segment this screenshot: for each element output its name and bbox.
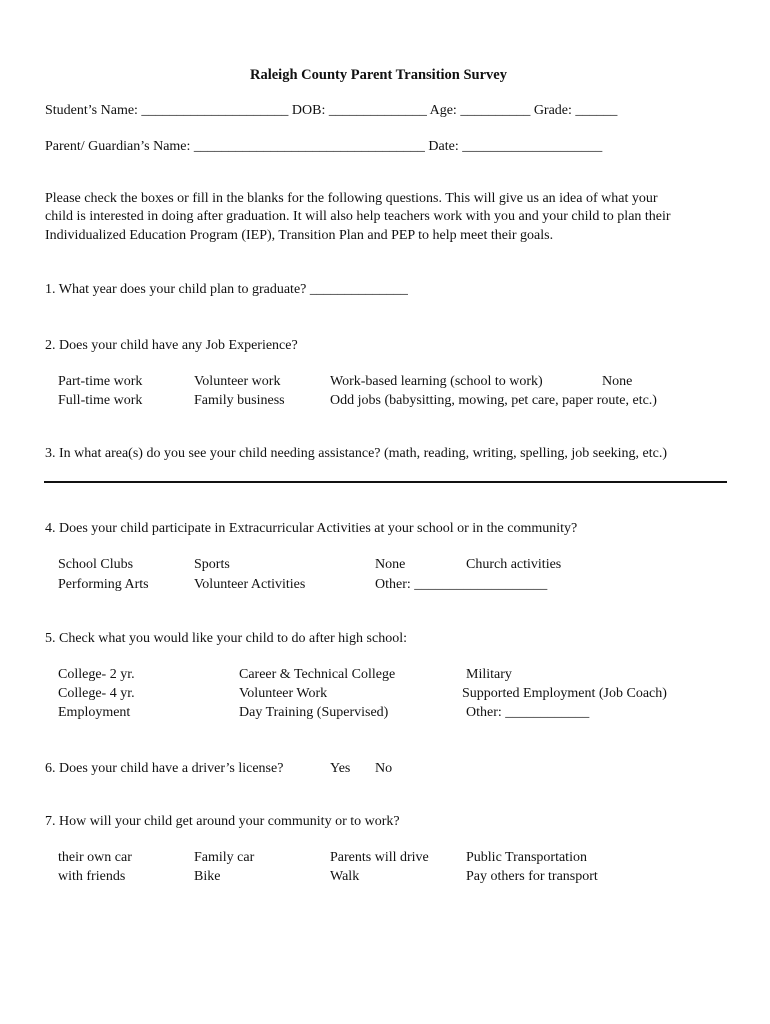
q5-option-military[interactable]: Military <box>466 667 512 682</box>
q5-option-volunteer-work[interactable]: Volunteer Work <box>239 686 328 701</box>
intro-line-1: Please check the boxes or fill in the blanks for the following questions. This will give us an idea of what your <box>45 191 658 206</box>
q5-option-other[interactable]: Other: ____________ <box>466 705 590 720</box>
parent-info-line[interactable]: Parent/ Guardian’s Name: _________________________________ Date: ____________________ <box>45 139 603 154</box>
q4-option-performing-arts[interactable]: Performing Arts <box>58 577 149 592</box>
q7-option-walk[interactable]: Walk <box>330 869 360 884</box>
q6-option-yes[interactable]: Yes <box>330 761 351 776</box>
q4-option-none[interactable]: None <box>375 557 406 572</box>
intro-line-3: Individualized Education Program (IEP), Transition Plan and PEP to help meet their goals. <box>45 228 554 243</box>
question-4: 4. Does your child participate in Extracurricular Activities at your school or in the community? <box>45 521 578 536</box>
question-7: 7. How will your child get around your community or to work? <box>45 814 400 829</box>
q5-option-career-technical[interactable]: Career & Technical College <box>239 667 396 682</box>
q5-option-college-4yr[interactable]: College- 4 yr. <box>58 686 135 701</box>
q7-option-family-car[interactable]: Family car <box>194 850 255 865</box>
q5-option-employment[interactable]: Employment <box>58 705 131 720</box>
page-title: Raleigh County Parent Transition Survey <box>250 67 507 83</box>
q2-option-family-business[interactable]: Family business <box>194 393 285 408</box>
answer-line[interactable] <box>44 481 727 483</box>
q7-option-bike[interactable]: Bike <box>194 869 221 884</box>
question-5: 5. Check what you would like your child to do after high school: <box>45 631 407 646</box>
q4-option-church[interactable]: Church activities <box>466 557 562 572</box>
q2-option-volunteer[interactable]: Volunteer work <box>194 374 281 389</box>
q4-option-school-clubs[interactable]: School Clubs <box>58 557 134 572</box>
intro-line-2: child is interested in doing after graduation. It will also help teachers work with you and your child to plan their <box>45 209 671 224</box>
q4-option-sports[interactable]: Sports <box>194 557 230 572</box>
q5-option-day-training[interactable]: Day Training (Supervised) <box>239 705 389 720</box>
q7-option-with-friends[interactable]: with friends <box>58 869 126 884</box>
q7-option-own-car[interactable]: their own car <box>58 850 132 865</box>
q2-option-none[interactable]: None <box>602 374 633 389</box>
q5-option-supported-employment[interactable]: Supported Employment (Job Coach) <box>462 686 667 701</box>
q4-option-other[interactable]: Other: ___________________ <box>375 577 548 592</box>
q2-option-odd-jobs[interactable]: Odd jobs (babysitting, mowing, pet care, paper route, etc.) <box>330 393 657 408</box>
q4-option-volunteer-activities[interactable]: Volunteer Activities <box>194 577 306 592</box>
q7-option-parents-drive[interactable]: Parents will drive <box>330 850 429 865</box>
q2-option-part-time[interactable]: Part-time work <box>58 374 143 389</box>
question-3: 3. In what area(s) do you see your child needing assistance? (math, reading, writing, spelling, job seeking, etc.) <box>45 446 668 461</box>
q2-option-work-based[interactable]: Work-based learning (school to work) <box>330 374 543 389</box>
q7-option-public-transportation[interactable]: Public Transportation <box>466 850 587 865</box>
q2-option-full-time[interactable]: Full-time work <box>58 393 143 408</box>
question-2: 2. Does your child have any Job Experience? <box>45 338 298 353</box>
q6-option-no[interactable]: No <box>375 761 393 776</box>
q5-option-college-2yr[interactable]: College- 2 yr. <box>58 667 135 682</box>
student-info-line[interactable]: Student’s Name: _____________________ DOB: ______________ Age: __________ Grade: ______ <box>45 103 618 118</box>
q7-option-pay-others[interactable]: Pay others for transport <box>466 869 598 884</box>
question-1[interactable]: 1. What year does your child plan to graduate? ______________ <box>45 282 408 297</box>
question-6: 6. Does your child have a driver’s license? <box>45 761 284 776</box>
